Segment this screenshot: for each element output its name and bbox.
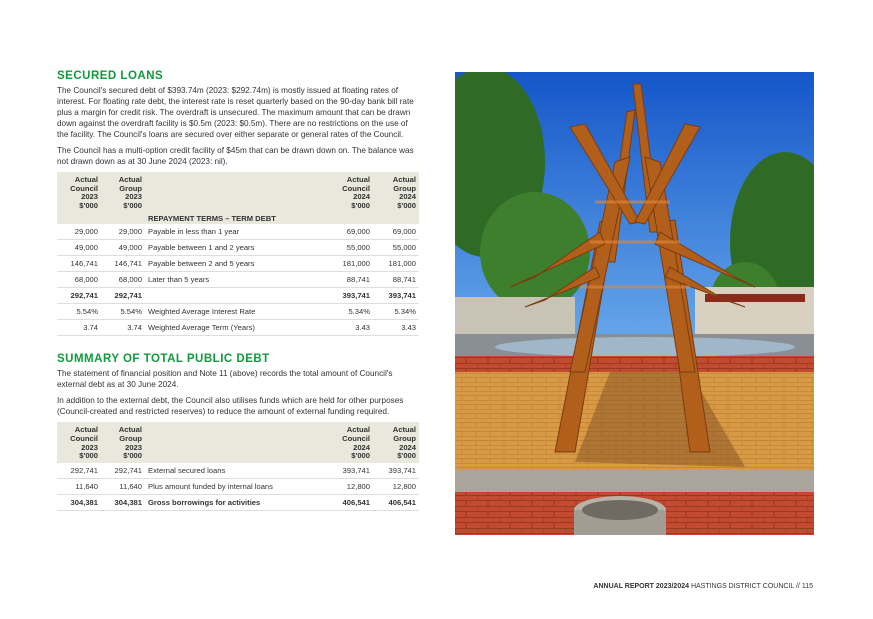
col-header-group-2023: Actual Group 2023 $'000	[101, 422, 145, 462]
table-row	[57, 240, 419, 256]
page-footer	[593, 583, 813, 590]
cell-group-2024: 69,000	[373, 224, 419, 240]
secured-loans-paragraph-2: The Council has a multi-option credit facility of $45m that can be drawn down on. The balance was not drawn down as at 30 June 2024 (2023: nil).	[57, 146, 414, 166]
cell-label: Later than 5 years	[145, 272, 323, 288]
table-total-row	[57, 494, 419, 510]
table-row	[57, 304, 419, 320]
secured-loans-paragraph-1: The Council's secured debt of $393.74m (2023: $292.74m) is mostly issued at floating rates of interest. For floating rate debt, the interest rate is reset quarterly based on the 90-day bank bill rate plus a margin for credit risk. The overdraft is unsecured. The maximum amount that can be drawn down against the overdraft facility is $0.5m (2023: $0.5m). There are no restrictions on the use of the facility. The Council's loans are secured over either separate or general rates of the Council.	[57, 86, 414, 139]
cell-group-2023: 3.74	[101, 320, 145, 336]
cell-group-2024: 393,741	[373, 463, 419, 479]
col-header-label	[145, 422, 323, 462]
col-header-label	[145, 172, 323, 212]
col-header-group-2024: Actual Group 2024 $'000	[373, 172, 419, 212]
summary-paragraph-1: The statement of financial position and Note 11 (above) records the total amount of Council's external debt as at 30 June 2024.	[57, 369, 393, 390]
cell-group-2023: 292,741	[101, 288, 145, 304]
summary-debt-heading: SUMMARY OF TOTAL PUBLIC DEBT	[57, 353, 270, 366]
cell-council-2024: 3.43	[323, 320, 373, 336]
cell-council-2023: 292,741	[57, 288, 101, 304]
cell-council-2024: 406,541	[323, 494, 373, 510]
cell-council-2023: 11,640	[57, 478, 101, 494]
cell-label: Weighted Average Interest Rate	[145, 304, 323, 320]
table-total-row	[57, 288, 419, 304]
footer-organisation: HASTINGS DISTRICT COUNCIL	[690, 583, 795, 590]
cell-group-2024: 88,741	[373, 272, 419, 288]
footer-report-title: ANNUAL REPORT 2023/2024	[593, 583, 689, 590]
cell-council-2024: 69,000	[323, 224, 373, 240]
table-row	[57, 272, 419, 288]
cell-council-2024: 393,741	[323, 288, 373, 304]
table-row	[57, 256, 419, 272]
col-header-council-2023: Actual Council 2023 $'000	[57, 172, 101, 212]
cell-label: External secured loans	[145, 463, 323, 479]
col-header-council-2024: Actual Council 2024 $'000	[323, 422, 373, 462]
table-header-row	[57, 422, 419, 462]
cell-group-2024: 12,800	[373, 478, 419, 494]
summary-paragraph-2: In addition to the external debt, the Council also utilises funds which are held for other purposes (Council-created and restricted reserves) to reduce the amount of external funding required.	[57, 396, 404, 417]
cell-label: Gross borrowings for activities	[145, 494, 323, 510]
table-header-row	[57, 172, 419, 212]
cell-council-2023: 292,741	[57, 463, 101, 479]
repayment-terms-table	[57, 172, 419, 336]
cell-group-2024: 406,541	[373, 494, 419, 510]
table-row	[57, 224, 419, 240]
cell-group-2024: 5.34%	[373, 304, 419, 320]
cell-label	[145, 288, 323, 304]
cell-group-2023: 292,741	[101, 463, 145, 479]
sculpture-photo	[455, 72, 814, 535]
cell-group-2024: 181,000	[373, 256, 419, 272]
footer-separator: //	[795, 583, 800, 590]
secured-loans-heading: SECURED LOANS	[57, 70, 164, 82]
cell-council-2024: 12,800	[323, 478, 373, 494]
cell-group-2024: 393,741	[373, 288, 419, 304]
cell-council-2024: 55,000	[323, 240, 373, 256]
public-debt-table	[57, 422, 419, 510]
repayment-terms-subheading: REPAYMENT TERMS – TERM DEBT	[145, 212, 323, 224]
cell-council-2024: 181,000	[323, 256, 373, 272]
sculpture-photo-illustration	[455, 72, 814, 535]
cell-label: Weighted Average Term (Years)	[145, 320, 323, 336]
cell-group-2023: 29,000	[101, 224, 145, 240]
cell-group-2024: 55,000	[373, 240, 419, 256]
cell-group-2023: 68,000	[101, 272, 145, 288]
left-column	[57, 70, 419, 511]
table-row	[57, 478, 419, 494]
col-header-group-2024: Actual Group 2024 $'000	[373, 422, 419, 462]
cell-group-2023: 146,741	[101, 256, 145, 272]
cell-label: Payable between 1 and 2 years	[145, 240, 323, 256]
cell-council-2024: 5.34%	[323, 304, 373, 320]
cell-group-2024: 3.43	[373, 320, 419, 336]
footer-page-number: 115	[801, 583, 813, 590]
cell-label: Payable between 2 and 5 years	[145, 256, 323, 272]
cell-council-2024: 393,741	[323, 463, 373, 479]
cell-council-2023: 3.74	[57, 320, 101, 336]
cell-council-2023: 68,000	[57, 272, 101, 288]
cell-council-2023: 49,000	[57, 240, 101, 256]
cell-group-2023: 49,000	[101, 240, 145, 256]
cell-label: Plus amount funded by internal loans	[145, 478, 323, 494]
cell-council-2023: 29,000	[57, 224, 101, 240]
col-header-group-2023: Actual Group 2023 $'000	[101, 172, 145, 212]
cell-label: Payable in less than 1 year	[145, 224, 323, 240]
cell-group-2023: 304,381	[101, 494, 145, 510]
cell-group-2023: 5.54%	[101, 304, 145, 320]
cell-council-2023: 146,741	[57, 256, 101, 272]
cell-council-2023: 304,381	[57, 494, 101, 510]
table-row	[57, 463, 419, 479]
col-header-council-2024: Actual Council 2024 $'000	[323, 172, 373, 212]
cell-council-2023: 5.54%	[57, 304, 101, 320]
cell-council-2024: 88,741	[323, 272, 373, 288]
table-subheading-row	[57, 212, 419, 224]
cell-group-2023: 11,640	[101, 478, 145, 494]
col-header-council-2023: Actual Council 2023 $'000	[57, 422, 101, 462]
table-row	[57, 320, 419, 336]
